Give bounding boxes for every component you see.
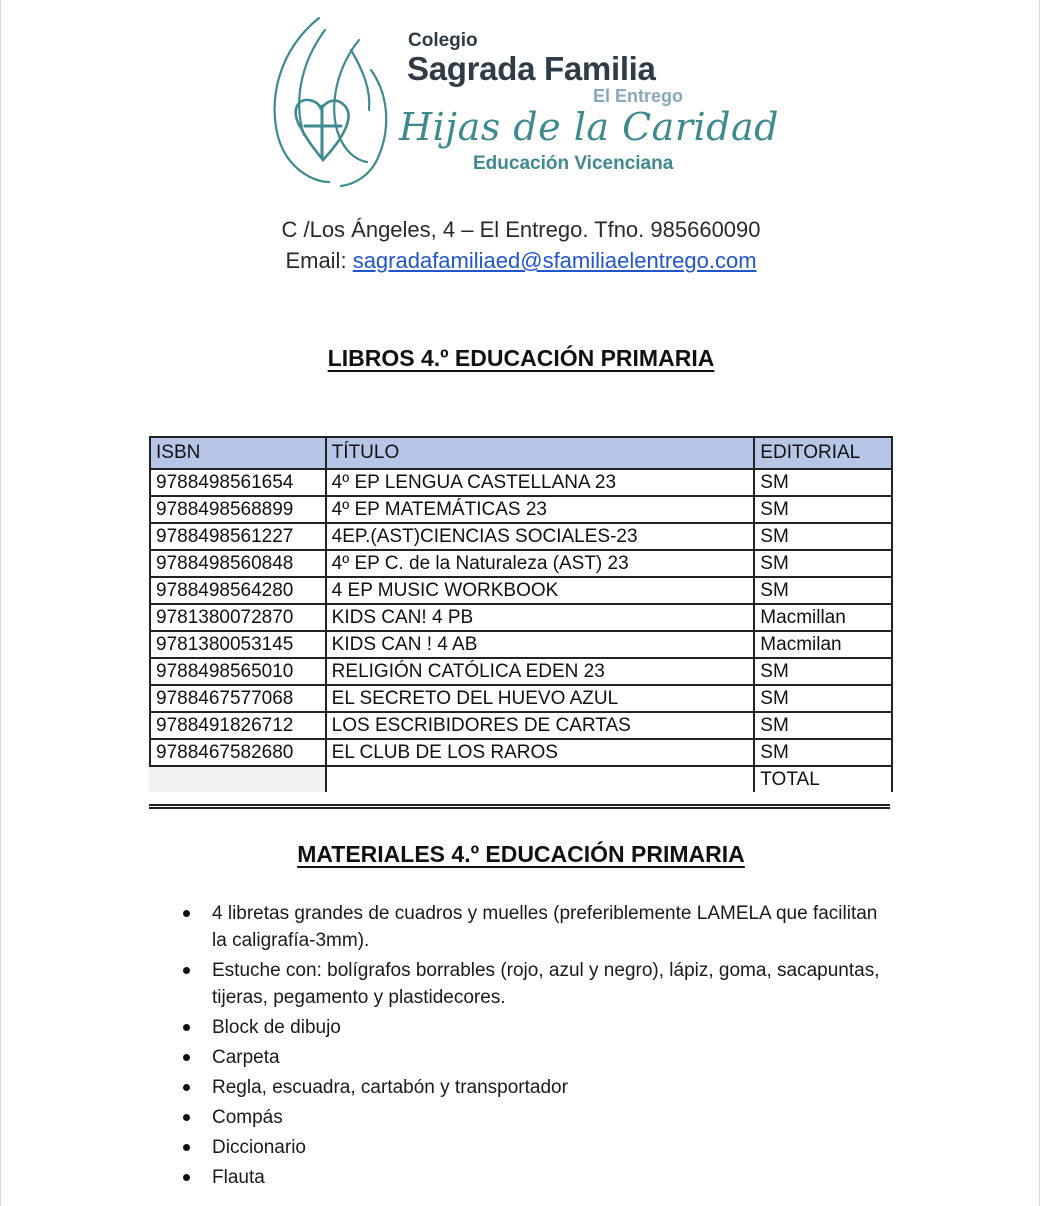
table-row — [150, 712, 892, 739]
table-row — [150, 658, 892, 685]
isbn-cell: 9788491826712 — [150, 712, 326, 739]
empty-cell — [150, 766, 326, 792]
isbn-cell: 9788498564280 — [150, 577, 326, 604]
isbn-cell: 9788498568899 — [150, 496, 326, 523]
isbn-cell: 9788498565010 — [150, 658, 326, 685]
table-row — [150, 577, 892, 604]
isbn-cell: 9781380072870 — [150, 604, 326, 631]
total-row — [150, 766, 892, 792]
list-item — [181, 1074, 881, 1101]
column-header-title: TÍTULO — [326, 437, 755, 469]
books-heading: LIBROS 4.º EDUCACIÓN PRIMARIA — [327, 345, 715, 371]
bullet-icon — [183, 910, 190, 917]
publisher-cell: SM — [754, 496, 892, 523]
title-cell: 4EP.(AST)CIENCIAS SOCIALES-23 — [326, 523, 755, 550]
publisher-cell: SM — [754, 739, 892, 766]
email-link[interactable]: sagradafamiliaed@sfamiliaelentrego.com — [352, 248, 757, 273]
table-row — [150, 523, 892, 550]
logo-colegio-text: Colegio — [408, 30, 478, 51]
title-cell: EL SECRETO DEL HUEVO AZUL — [326, 685, 755, 712]
table-double-rule — [149, 804, 890, 809]
table-row — [150, 631, 892, 658]
isbn-cell: 9788467582680 — [150, 739, 326, 766]
publisher-cell: SM — [754, 550, 892, 577]
column-header-isbn: ISBN — [150, 437, 326, 469]
list-item-text: Carpeta — [212, 1047, 280, 1068]
table-row — [150, 604, 892, 631]
isbn-cell: 9788467577068 — [150, 685, 326, 712]
list-item-text: Block de dibujo — [212, 1017, 341, 1038]
list-item-text: 4 libretas grandes de cuadros y muelles (preferiblemente LAMELA que facilitan la caligrafía-3mm). — [212, 903, 878, 951]
list-item — [181, 1104, 881, 1131]
email-label: Email: — [285, 248, 353, 273]
list-item-text: Regla, escuadra, cartabón y transportador — [212, 1077, 568, 1098]
publisher-cell: SM — [754, 712, 892, 739]
bullet-icon — [183, 967, 190, 974]
materials-list — [181, 900, 881, 1194]
title-cell: KIDS CAN! 4 PB — [326, 604, 755, 631]
bullet-icon — [183, 1114, 190, 1121]
list-item-text: Estuche con: bolígrafos borrables (rojo, azul y negro), lápiz, goma, sacapuntas, tijeras, pegamento y plastidecores. — [212, 960, 880, 1008]
table-row — [150, 685, 892, 712]
title-cell: 4 EP MUSIC WORKBOOK — [326, 577, 755, 604]
table-row — [150, 469, 892, 496]
materials-heading: MATERIALES 4.º EDUCACIÓN PRIMARIA — [297, 841, 745, 867]
total-label: TOTAL — [754, 766, 892, 792]
school-logo — [259, 10, 779, 190]
title-cell: 4º EP MATEMÁTICAS 23 — [326, 496, 755, 523]
publisher-cell: SM — [754, 577, 892, 604]
logo-tagline: Educación Vicenciana — [473, 153, 674, 174]
contact-address: C /Los Ángeles, 4 – El Entrego. Tfno. 985660090 — [281, 217, 761, 242]
table-row — [150, 496, 892, 523]
bullet-icon — [183, 1174, 190, 1181]
table-row — [150, 550, 892, 577]
isbn-cell: 9788498560848 — [150, 550, 326, 577]
table-header-row — [150, 437, 892, 469]
publisher-cell: Macmilan — [754, 631, 892, 658]
logo-script-text: Hijas de la Caridad — [399, 105, 779, 149]
bullet-icon — [183, 1024, 190, 1031]
bullet-icon — [183, 1144, 190, 1151]
publisher-cell: SM — [754, 658, 892, 685]
title-cell: 4º EP LENGUA CASTELLANA 23 — [326, 469, 755, 496]
logo-school-name: Sagrada Familia — [407, 50, 656, 87]
title-cell: LOS ESCRIBIDORES DE CARTAS — [326, 712, 755, 739]
isbn-cell: 9781380053145 — [150, 631, 326, 658]
title-cell: EL CLUB DE LOS RAROS — [326, 739, 755, 766]
table-row — [150, 739, 892, 766]
publisher-cell: SM — [754, 685, 892, 712]
contact-email-line — [1, 248, 1040, 274]
logo-place-text: El Entrego — [593, 86, 684, 106]
publisher-cell: SM — [754, 469, 892, 496]
empty-cell — [326, 766, 755, 792]
publisher-cell: Macmillan — [754, 604, 892, 631]
list-item — [181, 1164, 881, 1191]
list-item-text: Diccionario — [212, 1137, 306, 1158]
list-item — [181, 1134, 881, 1161]
isbn-cell: 9788498561654 — [150, 469, 326, 496]
title-cell: KIDS CAN ! 4 AB — [326, 631, 755, 658]
column-header-publisher: EDITORIAL — [754, 437, 892, 469]
list-item — [181, 957, 881, 1011]
title-cell: 4º EP C. de la Naturaleza (AST) 23 — [326, 550, 755, 577]
books-table — [149, 436, 893, 792]
list-item-text: Compás — [212, 1107, 283, 1128]
school-emblem-icon — [259, 10, 399, 190]
list-item-text: Flauta — [212, 1167, 265, 1188]
list-item — [181, 1044, 881, 1071]
isbn-cell: 9788498561227 — [150, 523, 326, 550]
publisher-cell: SM — [754, 523, 892, 550]
bullet-icon — [183, 1054, 190, 1061]
list-item — [181, 900, 881, 954]
list-item — [181, 1014, 881, 1041]
bullet-icon — [183, 1084, 190, 1091]
title-cell: RELIGIÓN CATÓLICA EDEN 23 — [326, 658, 755, 685]
